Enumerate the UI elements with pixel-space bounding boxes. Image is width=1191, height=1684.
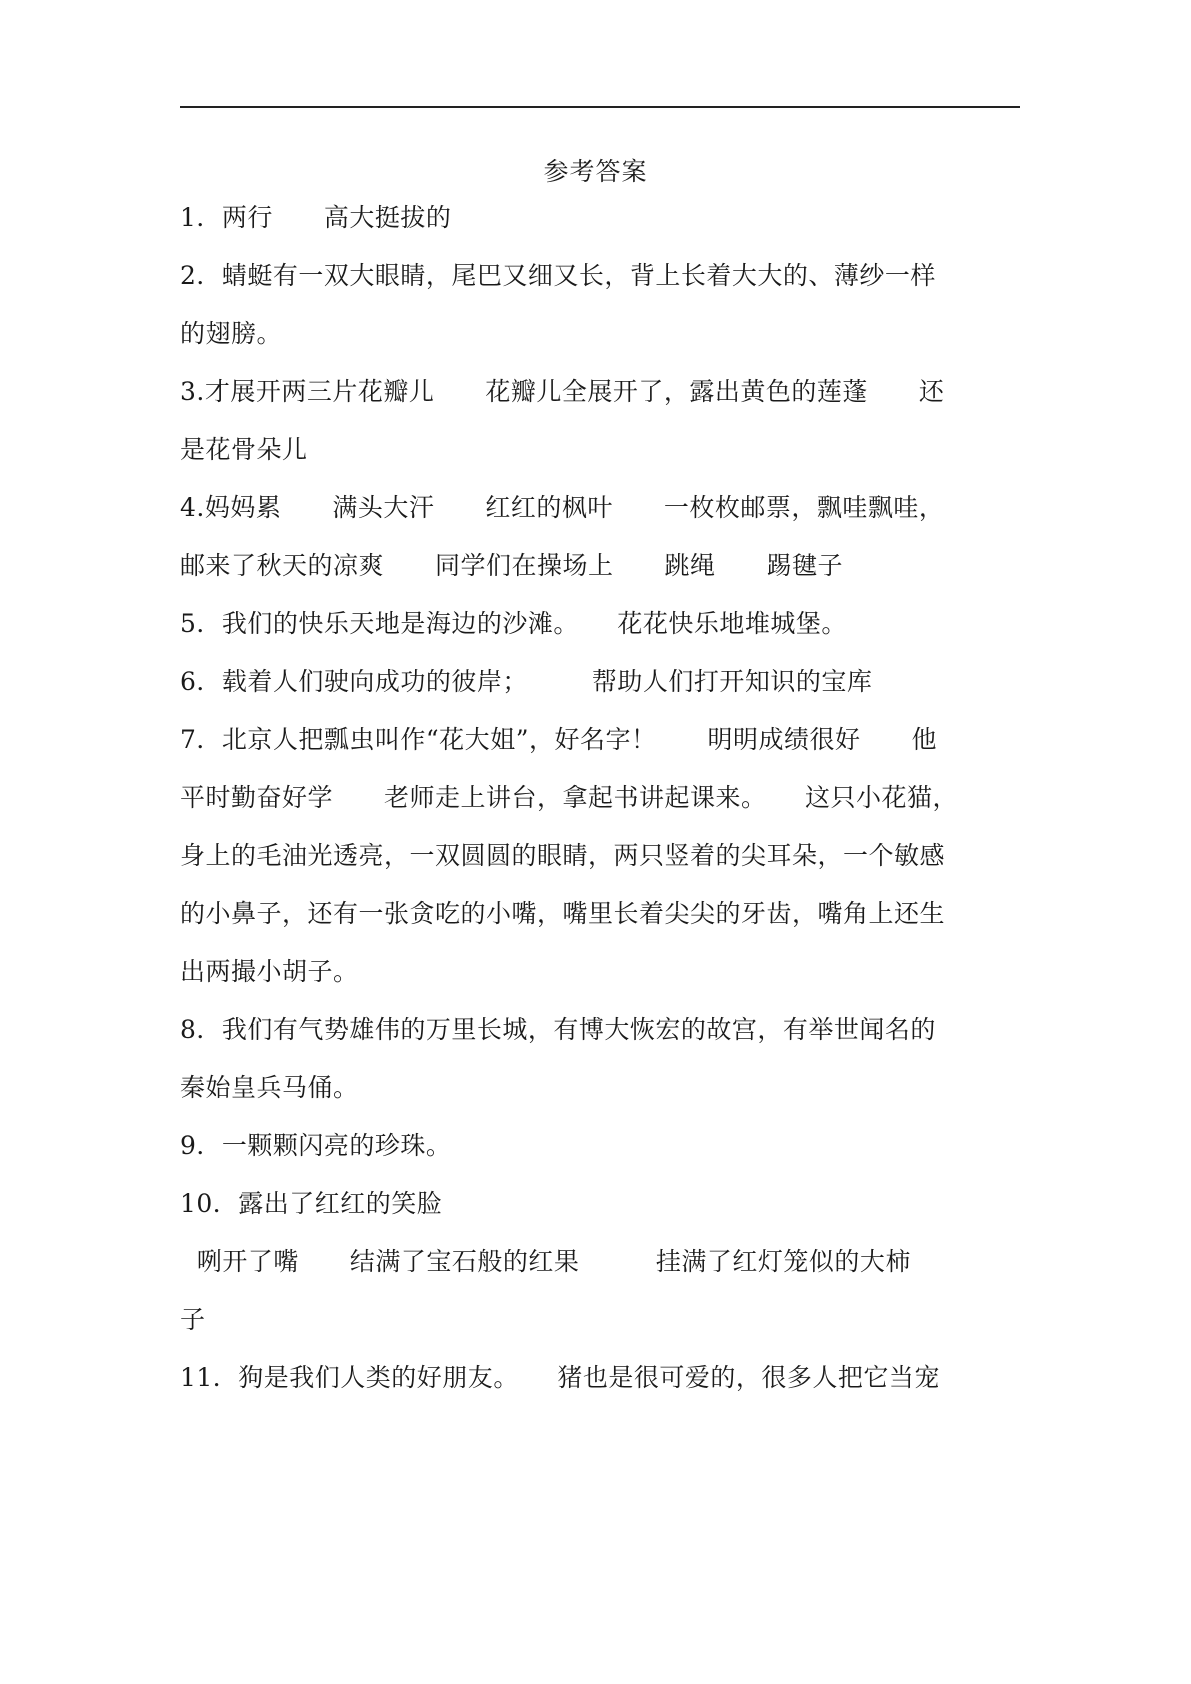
answer-line: 出两撮小胡子。 xyxy=(180,957,359,986)
answer-line: 身上的毛油光透亮，一双圆圆的眼睛，两只竖着的尖耳朵，一个敏感 xyxy=(180,841,946,870)
answer-line: 是花骨朵儿 xyxy=(180,435,308,464)
answer-line: 子 xyxy=(180,1305,206,1334)
answer-line: 5．我们的快乐天地是海边的沙滩。 花花快乐地堆城堡。 xyxy=(180,609,847,638)
answer-line: 10．露出了红红的笑脸 xyxy=(180,1189,443,1218)
answer-line: 2．蜻蜓有一双大眼睛，尾巴又细又长，背上长着大大的、薄纱一样 xyxy=(180,261,936,290)
answer-line: 咧开了嘴 结满了宝石般的红果 挂满了红灯笼似的大柿 xyxy=(180,1247,911,1276)
answer-line: 9．一颗颗闪亮的珍珠。 xyxy=(180,1131,452,1160)
answer-line: 6．载着人们驶向成功的彼岸； 帮助人们打开知识的宝库 xyxy=(180,667,873,696)
answer-line: 的翅膀。 xyxy=(180,319,283,348)
header-rule xyxy=(180,106,1020,108)
answer-line: 1．两行 高大挺拔的 xyxy=(180,203,452,232)
answer-line: 平时勤奋好学 老师走上讲台，拿起书讲起课来。 这只小花猫， xyxy=(180,783,959,812)
answer-line: 11．狗是我们人类的好朋友。 猪也是很可爱的，很多人把它当宠 xyxy=(180,1363,940,1392)
answer-line: 8．我们有气势雄伟的万里长城，有博大恢宏的故宫，有举世闻名的 xyxy=(180,1015,936,1044)
answer-line: 7．北京人把瓢虫叫作“花大姐”，好名字！ 明明成绩很好 他 xyxy=(180,725,937,754)
answer-line: 邮来了秋天的凉爽 同学们在操场上 跳绳 踢毽子 xyxy=(180,551,844,580)
answer-line: 秦始皇兵马俑。 xyxy=(180,1073,359,1102)
page-title: 参考答案 xyxy=(543,157,648,186)
answer-line: 的小鼻子，还有一张贪吃的小嘴，嘴里长着尖尖的牙齿，嘴角上还生 xyxy=(180,899,946,928)
answer-line: 4.妈妈累 满头大汗 红红的枫叶 一枚枚邮票，飘哇飘哇， xyxy=(180,493,945,522)
answer-line: 3.才展开两三片花瓣儿 花瓣儿全展开了，露出黄色的莲蓬 还 xyxy=(180,377,945,406)
